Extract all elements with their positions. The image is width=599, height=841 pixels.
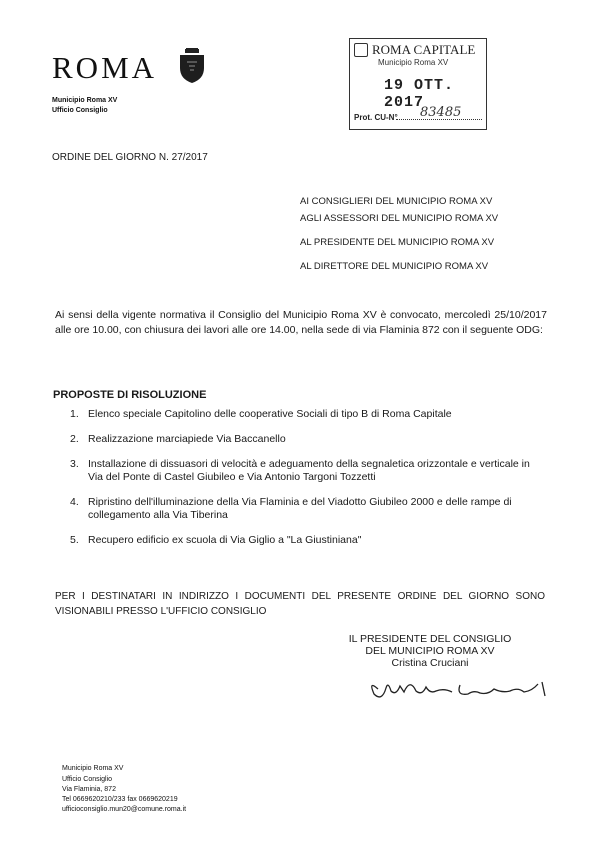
item-text: Ripristino dell'illuminazione della Via Flaminia e del Viadotto Giubileo 2000 e delle rampe di collegamento alla Via Tiberina [88,496,512,521]
signature-name: Cristina Cruciani [391,657,469,669]
intro-paragraph: Ai sensi della vigente normativa il Consiglio del Municipio Roma XV è convocato, mercoledì 25/10/2017 alle ore 10.00, con chiusura dei lavori alle ore 14.00, nella sede di via Flaminia 872 con il seguente ODG: [55,309,547,336]
handwritten-signature [364,672,554,702]
item-number: 4. [70,496,79,508]
item-text: Realizzazione marciapiede Via Baccanello [88,433,286,445]
list-item [70,534,540,547]
stamp-protocol-number: 83485 [420,105,462,120]
footer-address: Via Flaminia, 872 [62,786,116,793]
signature-subtitle: DEL MUNICIPIO ROMA XV [365,645,495,657]
recipient-consiglieri: AI CONSIGLIERI DEL MUNICIPIO ROMA XV [300,196,493,207]
org-municipio: Municipio Roma XV [52,97,118,104]
item-text: Installazione di dissuasori di velocità e adeguamento della segnaletica orizzontale e verticale in Via del Ponte di Castel Giubileo e Via Antonio Targoni Tozzetti [88,458,530,483]
recipient-assessori: AGLI ASSESSORI DEL MUNICIPIO ROMA XV [300,213,499,224]
item-number: 5. [70,534,79,546]
roma-logo: ROMA [52,50,158,85]
stamp-protocol-label: Prot. CU-N° [354,113,398,122]
footer-ufficio: Ufficio Consiglio [62,776,113,783]
signature-block [330,633,530,669]
stamp-emblem-icon [354,43,368,57]
notice-paragraph: PER I DESTINATARI IN INDIRIZZO I DOCUMENTI DEL PRESENTE ORDINE DEL GIORNO SONO VISIONABILI PRESSO L'UFFICIO CONSIGLIO [55,591,545,617]
item-number: 3. [70,458,79,470]
list-item [70,433,540,446]
agenda-items [70,408,540,559]
footer-email: ufficioconsiglio.mun20@comune.roma.it [62,806,187,813]
stamp-title: ROMA CAPITALE [372,42,476,57]
protocol-stamp [349,38,487,130]
list-item [70,496,540,522]
signature-title: IL PRESIDENTE DEL CONSIGLIO [348,633,512,645]
agenda-number: ORDINE DEL GIORNO N. 27/2017 [52,152,208,163]
stamp-date: 19 OTT. 2017 [384,77,455,111]
footer-municipio: Municipio Roma XV [62,765,124,772]
item-text: Elenco speciale Capitolino delle cooperative Sociali di tipo B di Roma Capitale [88,408,452,420]
list-item [70,458,540,484]
item-text: Recupero edificio ex scuola di Via Giglio a "La Giustiniana" [88,534,362,546]
recipient-direttore: AL DIRETTORE DEL MUNICIPIO ROMA XV [300,261,489,272]
item-number: 1. [70,408,79,420]
item-number: 2. [70,433,79,445]
stamp-subtitle: Municipio Roma XV [378,58,449,67]
section-title: PROPOSTE DI RISOLUZIONE [53,389,207,401]
roma-crest-icon [178,48,206,84]
list-item [70,408,540,421]
footer-phone: Tel 0669620210/233 fax 0669620219 [62,796,178,803]
recipient-presidente: AL PRESIDENTE DEL MUNICIPIO ROMA XV [300,237,495,248]
org-ufficio: Ufficio Consiglio [52,107,108,114]
